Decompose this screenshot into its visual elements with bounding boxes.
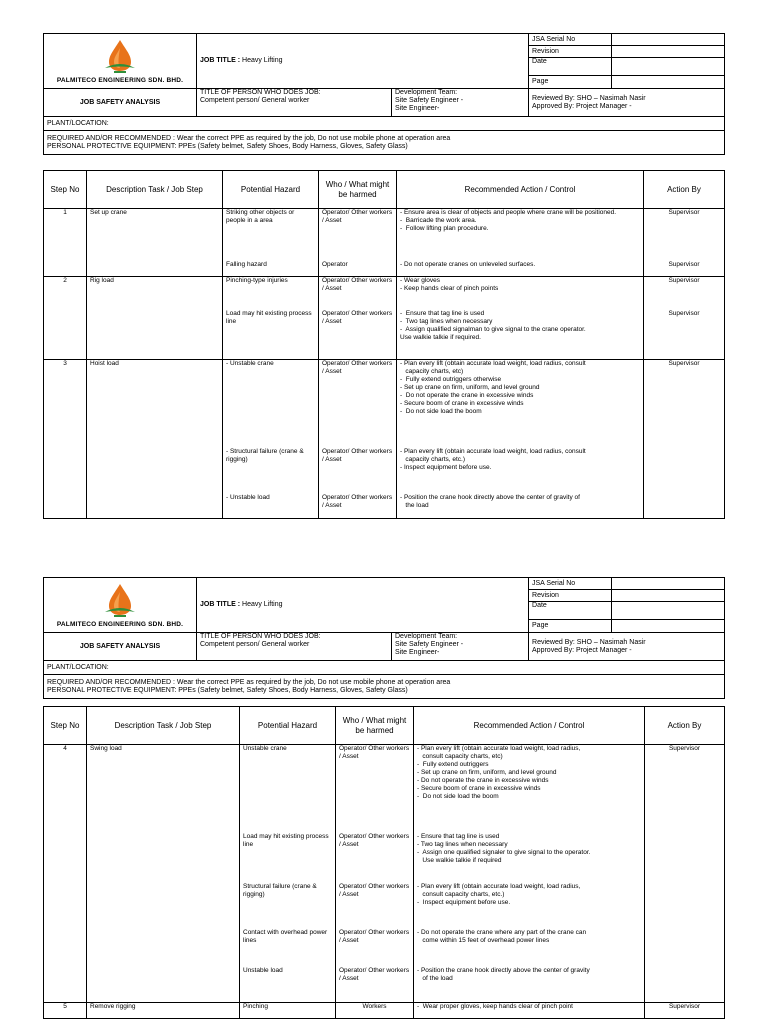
step-cell: 3	[44, 360, 87, 448]
action-line: - Do not operate the crane in excessive winds	[400, 392, 534, 399]
step-cell	[44, 967, 87, 1003]
col-hazard: Potential Hazard	[223, 171, 319, 209]
action-cell	[414, 745, 645, 833]
reviewed-by: Reviewed By: SHO – Nasimah Nasir	[532, 638, 646, 646]
who-cell: Operator/ Other workers / Asset	[336, 745, 414, 833]
desc-cell	[87, 883, 240, 929]
action-line: consult capacity charts, etc.)	[417, 890, 505, 898]
desc-cell: Rig load	[87, 277, 223, 310]
approved-by: Approved By: Project Manager -	[532, 646, 632, 654]
action-line: - Assign qualified signalman to give signal to the crane operator.	[400, 325, 586, 333]
action-by-cell: Supervisor	[644, 360, 725, 448]
table-row	[44, 448, 725, 494]
dev-team-cell	[392, 89, 529, 117]
desc-cell	[87, 494, 223, 519]
step-cell: 2	[44, 277, 87, 310]
action-line: - Secure boom of crane in excessive winds	[400, 400, 524, 407]
person-value: Competent person/ General worker	[200, 641, 310, 648]
action-line: consult capacity charts, etc)	[417, 753, 503, 760]
action-by-cell	[645, 833, 725, 883]
hazard-cell: Striking other objects or people in a area	[223, 209, 319, 261]
action-cell	[414, 883, 645, 929]
action-line: - Barricade the work area.	[400, 217, 477, 224]
action-line: - Plan every lift (obtain accurate load weight, load radius, consult	[400, 447, 586, 455]
date-value	[612, 58, 725, 76]
hazard-cell: Unstable load	[240, 967, 336, 1003]
jsa-serial-value	[612, 34, 725, 46]
step-cell	[44, 929, 87, 967]
action-cell	[397, 261, 644, 277]
person-title: TITLE OF PERSON WHO DOES JOB:	[200, 89, 321, 96]
jsa-serial-value	[612, 578, 725, 590]
hazard-cell: - Structural failure (crane & rigging)	[223, 448, 319, 494]
action-by-cell	[644, 494, 725, 519]
action-cell	[397, 494, 644, 519]
company-name: PALMITECO ENGINEERING SDN. BHD.	[56, 620, 184, 628]
action-line: - Set up crane on firm, uniform, and level ground	[400, 384, 540, 391]
approved-by: Approved By: Project Manager -	[532, 102, 632, 110]
action-line: - Position the crane hook directly above the center of gravity of	[400, 493, 580, 501]
jsa-body-1	[44, 209, 725, 519]
action-by-cell	[644, 448, 725, 494]
table-row	[44, 277, 725, 310]
action-line: - Do not operate cranes on unleveled surfaces.	[400, 260, 536, 268]
step-cell	[44, 448, 87, 494]
action-line: - Keep hands clear of pinch points	[400, 285, 499, 292]
logo-cell	[44, 34, 197, 89]
who-cell: Operator/ Other workers / Asset	[319, 448, 397, 494]
dev-sse: Site Safety Engineer -	[395, 641, 464, 648]
job-title	[197, 578, 529, 633]
dev-team: Development Team:	[395, 633, 458, 640]
action-cell	[397, 209, 644, 261]
action-line: - Position the crane hook directly above the center of gravity	[417, 966, 590, 974]
action-cell	[414, 967, 645, 1003]
doc-title: JOB SAFETY ANALYSIS	[44, 633, 197, 661]
step-cell	[44, 883, 87, 929]
action-cell	[414, 929, 645, 967]
action-cell	[397, 448, 644, 494]
action-line: - Plan every lift (obtain accurate load weight, load radius, consult	[400, 360, 586, 367]
action-line: the load	[400, 501, 429, 509]
person-title: TITLE OF PERSON WHO DOES JOB:	[200, 633, 321, 640]
action-cell	[397, 360, 644, 448]
col-who: Who / What might be harmed	[319, 171, 397, 209]
col-who: Who / What might be harmed	[336, 707, 414, 745]
reviewed-by: Reviewed By: SHO – Nasimah Nasir	[532, 94, 646, 102]
date-label: Date	[529, 58, 612, 76]
dev-team-cell	[392, 633, 529, 661]
action-line: - Two tag lines when necessary	[417, 840, 508, 848]
action-line: - Wear proper gloves, keep hands clear of pinch point	[417, 1003, 573, 1010]
action-line: - Set up crane on firm, uniform, and level ground	[417, 769, 557, 776]
step-cell: 1	[44, 209, 87, 261]
plant-location: PLANT/LOCATION:	[44, 661, 725, 675]
desc-cell	[87, 833, 240, 883]
col-by: Action By	[645, 707, 725, 745]
hazard-cell: Load may hit existing process line	[240, 833, 336, 883]
action-by-cell: Supervisor	[645, 745, 725, 833]
action-by-cell	[645, 929, 725, 967]
company-name: PALMITECO ENGINEERING SDN. BHD.	[56, 76, 184, 84]
action-by-cell	[645, 883, 725, 929]
company-logo-icon	[100, 38, 140, 74]
who-cell: Operator/ Other workers / Asset	[319, 494, 397, 519]
company-logo-icon	[100, 582, 140, 618]
action-cell	[397, 277, 644, 310]
who-cell: Workers	[336, 1003, 414, 1019]
col-by: Action By	[644, 171, 725, 209]
ppe-line-2: PERSONAL PROTECTIVE EQUIPMENT: PPEs (Safety belmet, Safety Shoes, Body Harness, Gloves, Safety Glass)	[47, 142, 408, 150]
action-line: - Inspect equipment before use.	[417, 898, 511, 906]
action-line: - Ensure area is clear of objects and people where crane will be positioned.	[400, 209, 617, 216]
dev-se: Site Engineer-	[395, 105, 440, 112]
dev-team: Development Team:	[395, 89, 458, 96]
col-action: Recommended Action / Control	[397, 171, 644, 209]
page-value	[612, 76, 725, 89]
person-value: Competent person/ General worker	[200, 97, 310, 104]
action-line: - Ensure that tag line is used	[400, 309, 485, 317]
action-line: capacity charts, etc)	[400, 368, 464, 375]
hazard-cell: Load may hit existing process line	[223, 310, 319, 360]
who-cell: Operator/ Other workers / Asset	[319, 360, 397, 448]
ppe-cell	[44, 675, 725, 699]
job-title-label: JOB TITLE :	[200, 57, 241, 64]
action-line: - Do not operate the crane in excessive winds	[417, 777, 549, 784]
table-row	[44, 209, 725, 261]
who-cell: Operator/ Other workers / Asset	[336, 929, 414, 967]
person-cell	[197, 89, 392, 117]
hazard-cell: Structural failure (crane & rigging)	[240, 883, 336, 929]
dev-se: Site Engineer-	[395, 649, 440, 656]
plant-location: PLANT/LOCATION:	[44, 117, 725, 131]
job-title-value: Heavy Lifting	[242, 601, 283, 608]
dev-sse: Site Safety Engineer -	[395, 97, 464, 104]
action-line: - Inspect equipment before use.	[400, 463, 492, 471]
header-table-2	[43, 577, 725, 699]
revision-label: Revision	[529, 46, 612, 58]
revision-value	[612, 590, 725, 602]
col-step: Step No	[44, 171, 87, 209]
page-label: Page	[529, 620, 612, 633]
who-cell: Operator/ Other workers / Asset	[319, 277, 397, 310]
ppe-cell	[44, 131, 725, 155]
job-title	[197, 34, 529, 89]
hazard-cell: Pinching-type injuries	[223, 277, 319, 310]
jsa-serial-label: JSA Serial No	[529, 34, 612, 46]
table-row	[44, 833, 725, 883]
revision-label: Revision	[529, 590, 612, 602]
action-line: - Follow lifting plan procedure.	[400, 225, 489, 232]
hazard-cell: - Unstable load	[223, 494, 319, 519]
col-desc: Description Task / Job Step	[87, 171, 223, 209]
hazard-cell: Falling hazard	[223, 261, 319, 277]
table-row	[44, 929, 725, 967]
ppe-line-1: REQUIRED AND/OR RECOMMENDED : Wear the correct PPE as required by the job, Do not use mobile phone at operation area	[47, 678, 451, 686]
jsa-table-2	[43, 706, 725, 1019]
desc-cell: Hoist load	[87, 360, 223, 448]
step-cell	[44, 310, 87, 360]
action-line: - Fully extend outriggers	[417, 761, 489, 768]
action-cell	[397, 310, 644, 360]
who-cell: Operator/ Other workers / Asset	[336, 883, 414, 929]
action-line: Use walkie talkie if required.	[400, 333, 481, 341]
action-by-cell	[645, 967, 725, 1003]
col-step: Step No	[44, 707, 87, 745]
job-title-label: JOB TITLE :	[200, 601, 241, 608]
table-row	[44, 360, 725, 448]
desc-cell: Remove rigging	[87, 1003, 240, 1019]
action-line: - Do not side load the boom	[400, 408, 482, 415]
page-value	[612, 620, 725, 633]
who-cell: Operator/ Other workers / Asset	[336, 833, 414, 883]
table-row	[44, 1003, 725, 1019]
action-line: come within 15 feet of overhead power lines	[417, 936, 550, 944]
step-cell: 4	[44, 745, 87, 833]
hazard-cell: Contact with overhead power lines	[240, 929, 336, 967]
date-value	[612, 602, 725, 620]
desc-cell	[87, 310, 223, 360]
action-line: - Do not operate the crane where any part of the crane can	[417, 928, 587, 936]
action-line: of the load	[417, 974, 453, 982]
col-action: Recommended Action / Control	[414, 707, 645, 745]
desc-cell: Swing load	[87, 745, 240, 833]
action-line: capacity charts, etc.)	[400, 455, 466, 463]
desc-cell	[87, 967, 240, 1003]
table-row	[44, 745, 725, 833]
jsa-serial-label: JSA Serial No	[529, 578, 612, 590]
col-hazard: Potential Hazard	[240, 707, 336, 745]
step-cell: 5	[44, 1003, 87, 1019]
desc-cell: Set up crane	[87, 209, 223, 261]
step-cell	[44, 261, 87, 277]
desc-cell	[87, 261, 223, 277]
who-cell: Operator/ Other workers / Asset	[336, 967, 414, 1003]
jsa-table-1	[43, 170, 725, 519]
action-line: - Do not side load the boom	[417, 793, 499, 800]
action-line: - Secure boom of crane in excessive winds	[417, 785, 541, 792]
action-by-cell: Supervisor	[644, 261, 725, 277]
header-table-1	[43, 33, 725, 155]
action-line: - Wear gloves	[400, 277, 440, 284]
job-title-value: Heavy Lifting	[242, 57, 283, 64]
ppe-line-2: PERSONAL PROTECTIVE EQUIPMENT: PPEs (Safety belmet, Safety Shoes, Body Harness, Gloves, Safety Glass)	[47, 686, 408, 694]
desc-cell	[87, 448, 223, 494]
hazard-cell: Pinching	[240, 1003, 336, 1019]
person-cell	[197, 633, 392, 661]
table-row	[44, 494, 725, 519]
who-cell: Operator	[319, 261, 397, 277]
action-cell	[414, 1003, 645, 1019]
action-by-cell: Supervisor	[645, 1003, 725, 1019]
table-row	[44, 883, 725, 929]
step-cell	[44, 833, 87, 883]
revision-value	[612, 46, 725, 58]
action-cell	[414, 833, 645, 883]
jsa-body-2	[44, 745, 725, 1019]
action-line: - Plan every lift (obtain accurate load weight, load radius,	[417, 745, 581, 752]
page-label: Page	[529, 76, 612, 89]
who-cell: Operator/ Other workers / Asset	[319, 310, 397, 360]
action-line: - Fully extend outriggers otherwise	[400, 376, 502, 383]
action-line: - Two tag lines when necessary	[400, 317, 493, 325]
logo-cell	[44, 578, 197, 633]
action-line: - Plan every lift (obtain accurate load weight, load radius,	[417, 882, 581, 890]
desc-cell	[87, 929, 240, 967]
hazard-cell: - Unstable crane	[223, 360, 319, 448]
date-label: Date	[529, 602, 612, 620]
action-line: - Ensure that tag line is used	[417, 832, 500, 840]
action-by-cell: Supervisor	[644, 277, 725, 310]
ppe-line-1: REQUIRED AND/OR RECOMMENDED : Wear the correct PPE as required by the job, Do not use mobile phone at operation area	[47, 134, 451, 142]
doc-title: JOB SAFETY ANALYSIS	[44, 89, 197, 117]
action-by-cell: Supervisor	[644, 310, 725, 360]
review-cell	[529, 633, 725, 661]
action-by-cell: Supervisor	[644, 209, 725, 261]
table-row	[44, 967, 725, 1003]
col-desc: Description Task / Job Step	[87, 707, 240, 745]
table-row	[44, 261, 725, 277]
hazard-cell: Unstable crane	[240, 745, 336, 833]
table-row	[44, 310, 725, 360]
step-cell	[44, 494, 87, 519]
action-line: - Assign one qualified signaler to give signal to the operator.	[417, 848, 591, 856]
action-line: Use walkie talkie if required	[417, 856, 502, 864]
who-cell: Operator/ Other workers / Asset	[319, 209, 397, 261]
review-cell	[529, 89, 725, 117]
